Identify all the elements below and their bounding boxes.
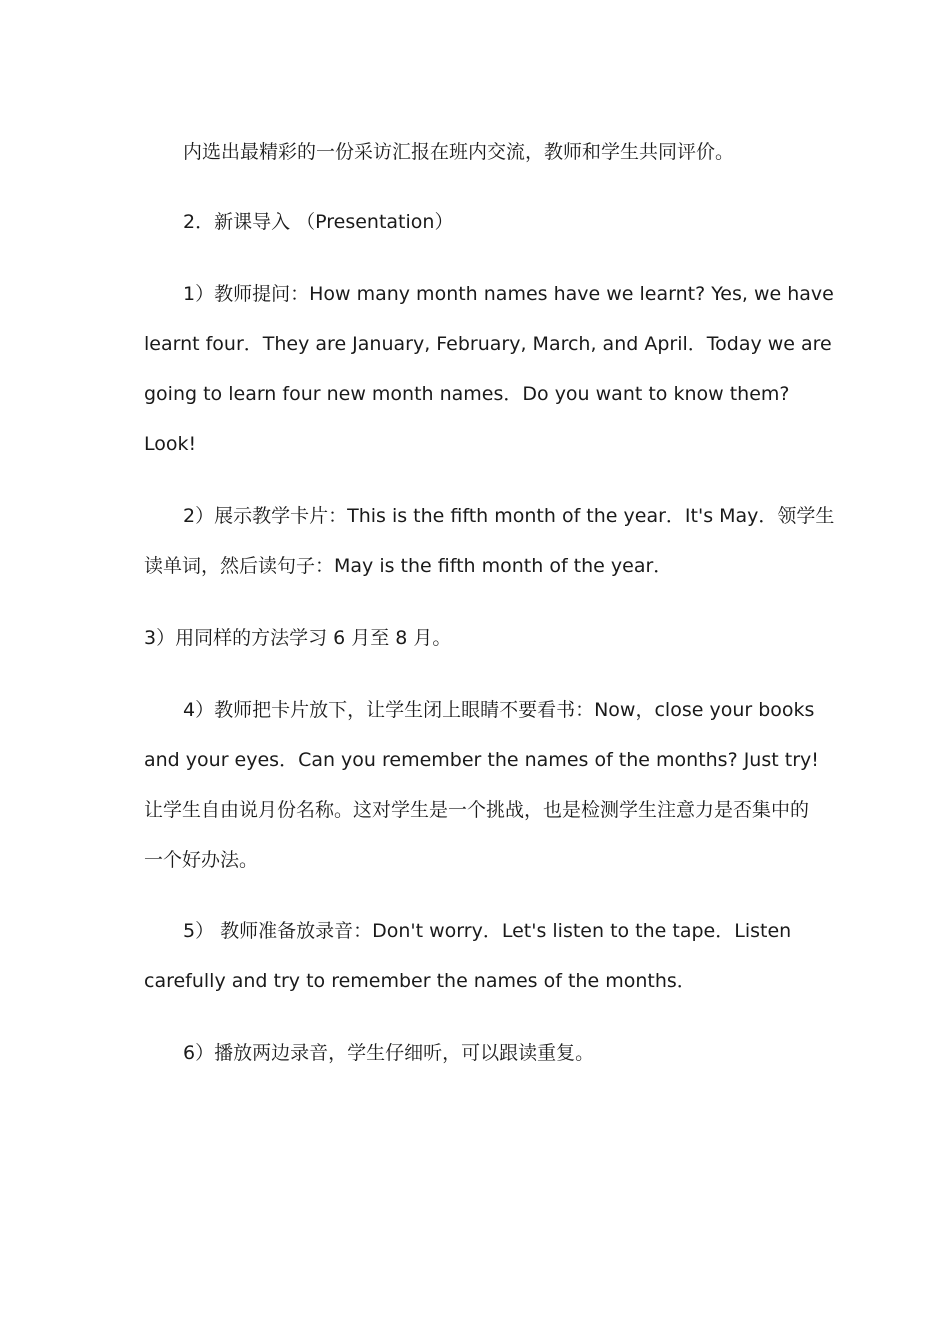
text-line: 6）播放两边录音，学生仔细听，可以跟读重复。: [183, 1042, 595, 1064]
text-line: 让学生自由说月份名称。这对学生是一个挑战，也是检测学生注意力是否集中的: [144, 799, 810, 821]
text-line: 读单词，然后读句子：May is the fifth month of the year．: [144, 555, 673, 577]
text-line: carefully and try to remember the names of the months．: [144, 970, 696, 992]
text-line: going to learn four new month names．Do you want to know them?: [144, 383, 790, 405]
text-line: 1）教师提问：How many month names have we learnt? Yes, we have: [183, 283, 834, 305]
text-line: learnt four．They are January, February, March, and April．Today we are: [144, 333, 832, 355]
text-line: 5） 教师准备放录音：Don't worry．Let's listen to the tape．Listen: [183, 920, 792, 942]
text-line: 3）用同样的方法学习 6 月至 8 月。: [144, 627, 452, 649]
text-line: 4）教师把卡片放下，让学生闭上眼睛不要看书：Now，close your books: [183, 699, 815, 721]
text-line: 一个好办法。: [144, 849, 259, 871]
text-line: Look!: [144, 433, 197, 455]
text-line: 内选出最精彩的一份采访汇报在班内交流，教师和学生共同评价。: [183, 141, 735, 163]
text-line: 2）展示教学卡片：This is the fifth month of the year．It's May．领学生: [183, 505, 835, 527]
section-heading: 2．新课导入 （Presentation）: [183, 211, 454, 233]
text-line: and your eyes．Can you remember the names of the months? Just try!: [144, 749, 819, 771]
